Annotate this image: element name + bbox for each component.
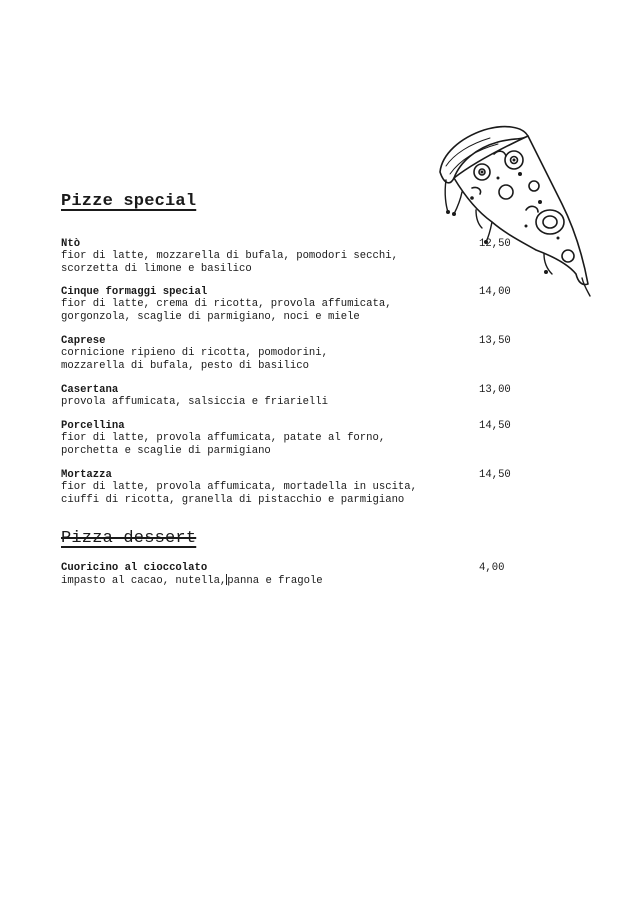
- menu-item: [61, 335, 521, 372]
- item-description: fior di latte, provola affumicata, mortadella in uscita, ciuffi di ricotta, granella di pistacchio e parmigiano: [61, 481, 418, 506]
- item-description-part: impasto al cacao, nutella,: [61, 575, 227, 588]
- menu-item: [61, 562, 521, 588]
- menu-item: [61, 420, 521, 457]
- item-price: 12,50: [479, 238, 511, 250]
- menu-item: [61, 286, 521, 323]
- section-title-pizza-dessert: Pizza dessert: [61, 529, 197, 548]
- item-price: 13,00: [479, 384, 511, 396]
- item-price: 13,50: [479, 335, 511, 347]
- menu-item: [61, 238, 521, 275]
- item-name: Mortazza: [61, 469, 112, 481]
- menu-item: [61, 384, 521, 409]
- item-price: 14,00: [479, 286, 511, 298]
- item-description: fior di latte, mozzarella di bufala, pomodori secchi, scorzetta di limone e basilico: [61, 250, 398, 275]
- item-price: 4,00: [479, 562, 505, 574]
- item-name: Cinque formaggi special: [61, 286, 208, 298]
- item-description: provola affumicata, salsiccia e friarielli: [61, 396, 329, 409]
- item-name: Casertana: [61, 384, 119, 396]
- item-description: fior di latte, provola affumicata, patate al forno, porchetta e scaglie di parmigiano: [61, 432, 386, 457]
- item-name: Ntò: [61, 238, 81, 250]
- item-description: [61, 574, 521, 587]
- item-description-part: panna e fragole: [227, 575, 323, 588]
- item-name: Porcellina: [61, 420, 125, 432]
- item-description: fior di latte, crema di ricotta, provola affumicata, gorgonzola, scaglie di parmigiano, noci e miele: [61, 298, 392, 323]
- item-price: 14,50: [479, 469, 511, 481]
- item-name: Cuoricino al cioccolato: [61, 562, 208, 574]
- menu-item: [61, 469, 521, 506]
- item-name: Caprese: [61, 335, 106, 347]
- item-price: 14,50: [479, 420, 511, 432]
- section-title-pizze-special: Pizze special: [61, 192, 197, 211]
- item-description: cornicione ripieno di ricotta, pomodorini, mozzarella di bufala, pesto di basilico: [61, 347, 329, 372]
